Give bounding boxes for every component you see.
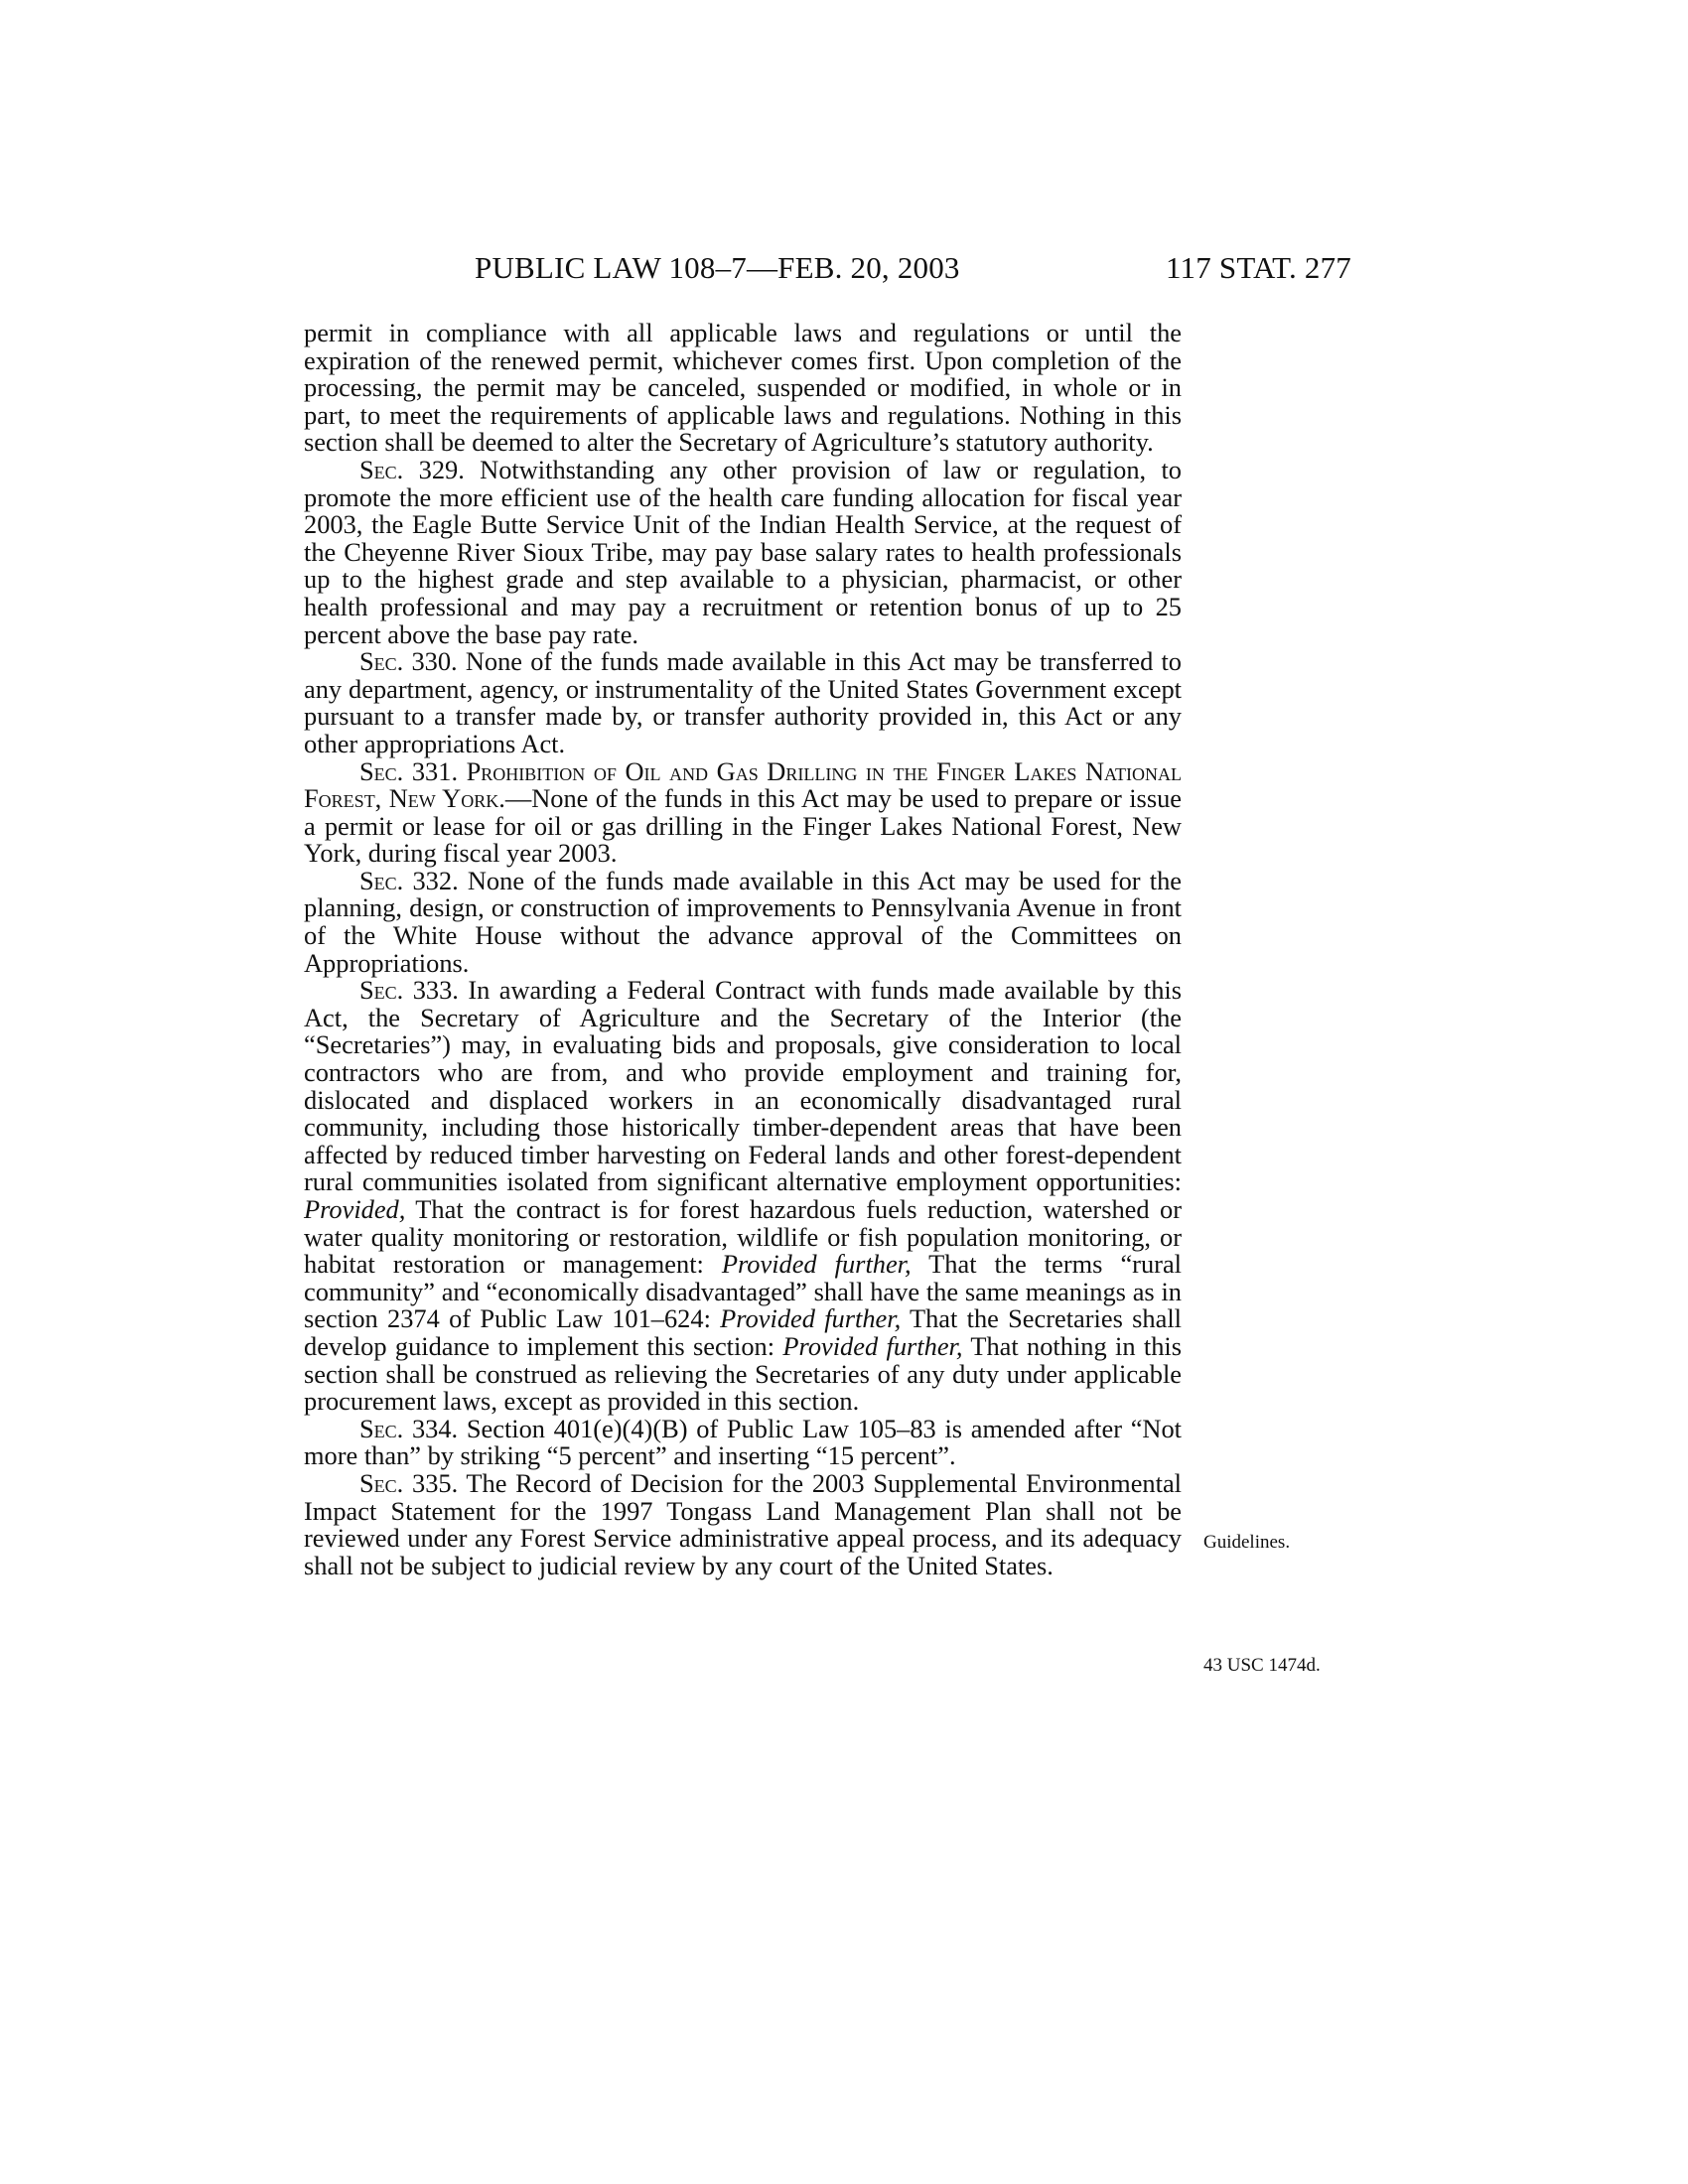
section-number: 331. bbox=[403, 755, 467, 786]
section-text: That the terms “rural community” and “economically disadvantaged” shall have the same meanings as in section 2374 of Public Law 101–624: bbox=[304, 1249, 1182, 1334]
proviso: Provided further, bbox=[721, 1249, 912, 1280]
section-label: Sec. bbox=[359, 755, 404, 786]
statute-page-number: 117 STAT. 277 bbox=[1166, 250, 1351, 285]
proviso: Provided, bbox=[304, 1194, 406, 1224]
section-335 bbox=[304, 1467, 1182, 1580]
section-text: 334. Section 401(e)(4)(B) of Public Law 105–83 is amended after “Not more than” by striking “5 percent” and inserting “15 percent”. bbox=[304, 1413, 1182, 1471]
section-text: That nothing in this section shall be construed as relieving the Secretaries of any duty under applicable procurement laws, except as provided in this section. bbox=[304, 1330, 1182, 1417]
section-329 bbox=[304, 454, 1182, 649]
section-text: 335. The Record of Decision for the 2003 Supplemental Environmental Impact Statement for the 1997 Tongass Land Management Plan shall not be reviewed under any Forest Service administrative appeal process, and its adequacy shall not be subject to judicial review by any court of the United States. bbox=[304, 1467, 1182, 1580]
paragraph-text: permit in compliance with all applicable laws and regulations or until the expiration of the renewed permit, whichever comes first. Upon completion of the processing, the permit may be canceled, suspended or modified, in whole or in part, to meet the requirements of applicable laws and regulations. Nothing in this section shall be deemed to alter the Secretary of Agriculture’s statutory authority. bbox=[304, 318, 1182, 458]
section-label: Sec. bbox=[359, 975, 404, 1006]
section-text: 332. None of the funds made available in this Act may be used for the planning, design, or construction of improvements to Pennsylvania Avenue in front of the White House without the advance approval of the Committees on Appropriations. bbox=[304, 865, 1182, 978]
section-331 bbox=[304, 755, 1183, 869]
section-text: —None of the funds in this Act may be used to prepare or issue a permit or lease for oil or gas drilling in the Finger Lakes National Forest, New York, during fiscal year 2003. bbox=[304, 783, 1182, 869]
running-head-title: PUBLIC LAW 108–7—FEB. 20, 2003 bbox=[475, 250, 960, 285]
section-334 bbox=[304, 1413, 1182, 1471]
margin-note-usc-citation: 43 USC 1474d. bbox=[1203, 1655, 1321, 1676]
section-text: That the contract is for forest hazardous fuels reduction, watershed or water quality monitoring or restoration, wildlife or fish population monitoring, or habitat restoration or management: bbox=[304, 1194, 1182, 1280]
section-heading: Prohibition of Oil and Gas Drilling in the Finger Lakes National Forest, New York. bbox=[304, 755, 1183, 814]
section-330 bbox=[304, 648, 1182, 757]
section-333 bbox=[304, 977, 1182, 1416]
body-text bbox=[304, 320, 1182, 1579]
section-label: Sec. bbox=[359, 1413, 404, 1443]
section-label: Sec. bbox=[359, 1467, 404, 1498]
section-text: 329. Notwithstanding any other provision of law or regulation, to promote the more efficient use of the health care funding allocation for fiscal year 2003, the Eagle Butte Service Unit of the Indian Health Service, at the request of the Cheyenne River Sioux Tribe, may pay base salary rates to health professionals up to the highest grade and step available to a physician, pharmacist, or other health professional and may pay a recruitment or retention bonus of up to 25 percent above the base pay rate. bbox=[304, 454, 1182, 649]
section-label: Sec. bbox=[359, 454, 404, 484]
proviso: Provided further, bbox=[782, 1330, 963, 1361]
section-332 bbox=[304, 865, 1182, 978]
paragraph-continued bbox=[304, 320, 1182, 457]
proviso: Provided further, bbox=[720, 1303, 902, 1334]
section-label: Sec. bbox=[359, 646, 404, 677]
margin-note-guidelines: Guidelines. bbox=[1203, 1532, 1291, 1553]
section-text: That the Secretaries shall develop guidance to implement this section: bbox=[304, 1303, 1182, 1361]
section-text: 333. In awarding a Federal Contract with funds made available by this Act, the Secretary of Agriculture and the Secretary of the Interior (the “Secretaries”) may, in evaluating bids and proposals, give consideration to local contractors who are from, and who provide employment and training for, dislocated and displaced workers in an economically disadvantaged rural community, including those historically timber-dependent areas that have been affected by reduced timber harvesting on Federal lands and other forest-dependent rural communities isolated from significant alternative employment opportunities: bbox=[304, 975, 1182, 1197]
page-header bbox=[0, 250, 1688, 290]
section-label: Sec. bbox=[359, 865, 404, 895]
section-text: 330. None of the funds made available in this Act may be transferred to any department, agency, or instrumentality of the United States Government except pursuant to a transfer made by, or transfer authority provided in, this Act or any other appropriations Act. bbox=[304, 646, 1182, 758]
